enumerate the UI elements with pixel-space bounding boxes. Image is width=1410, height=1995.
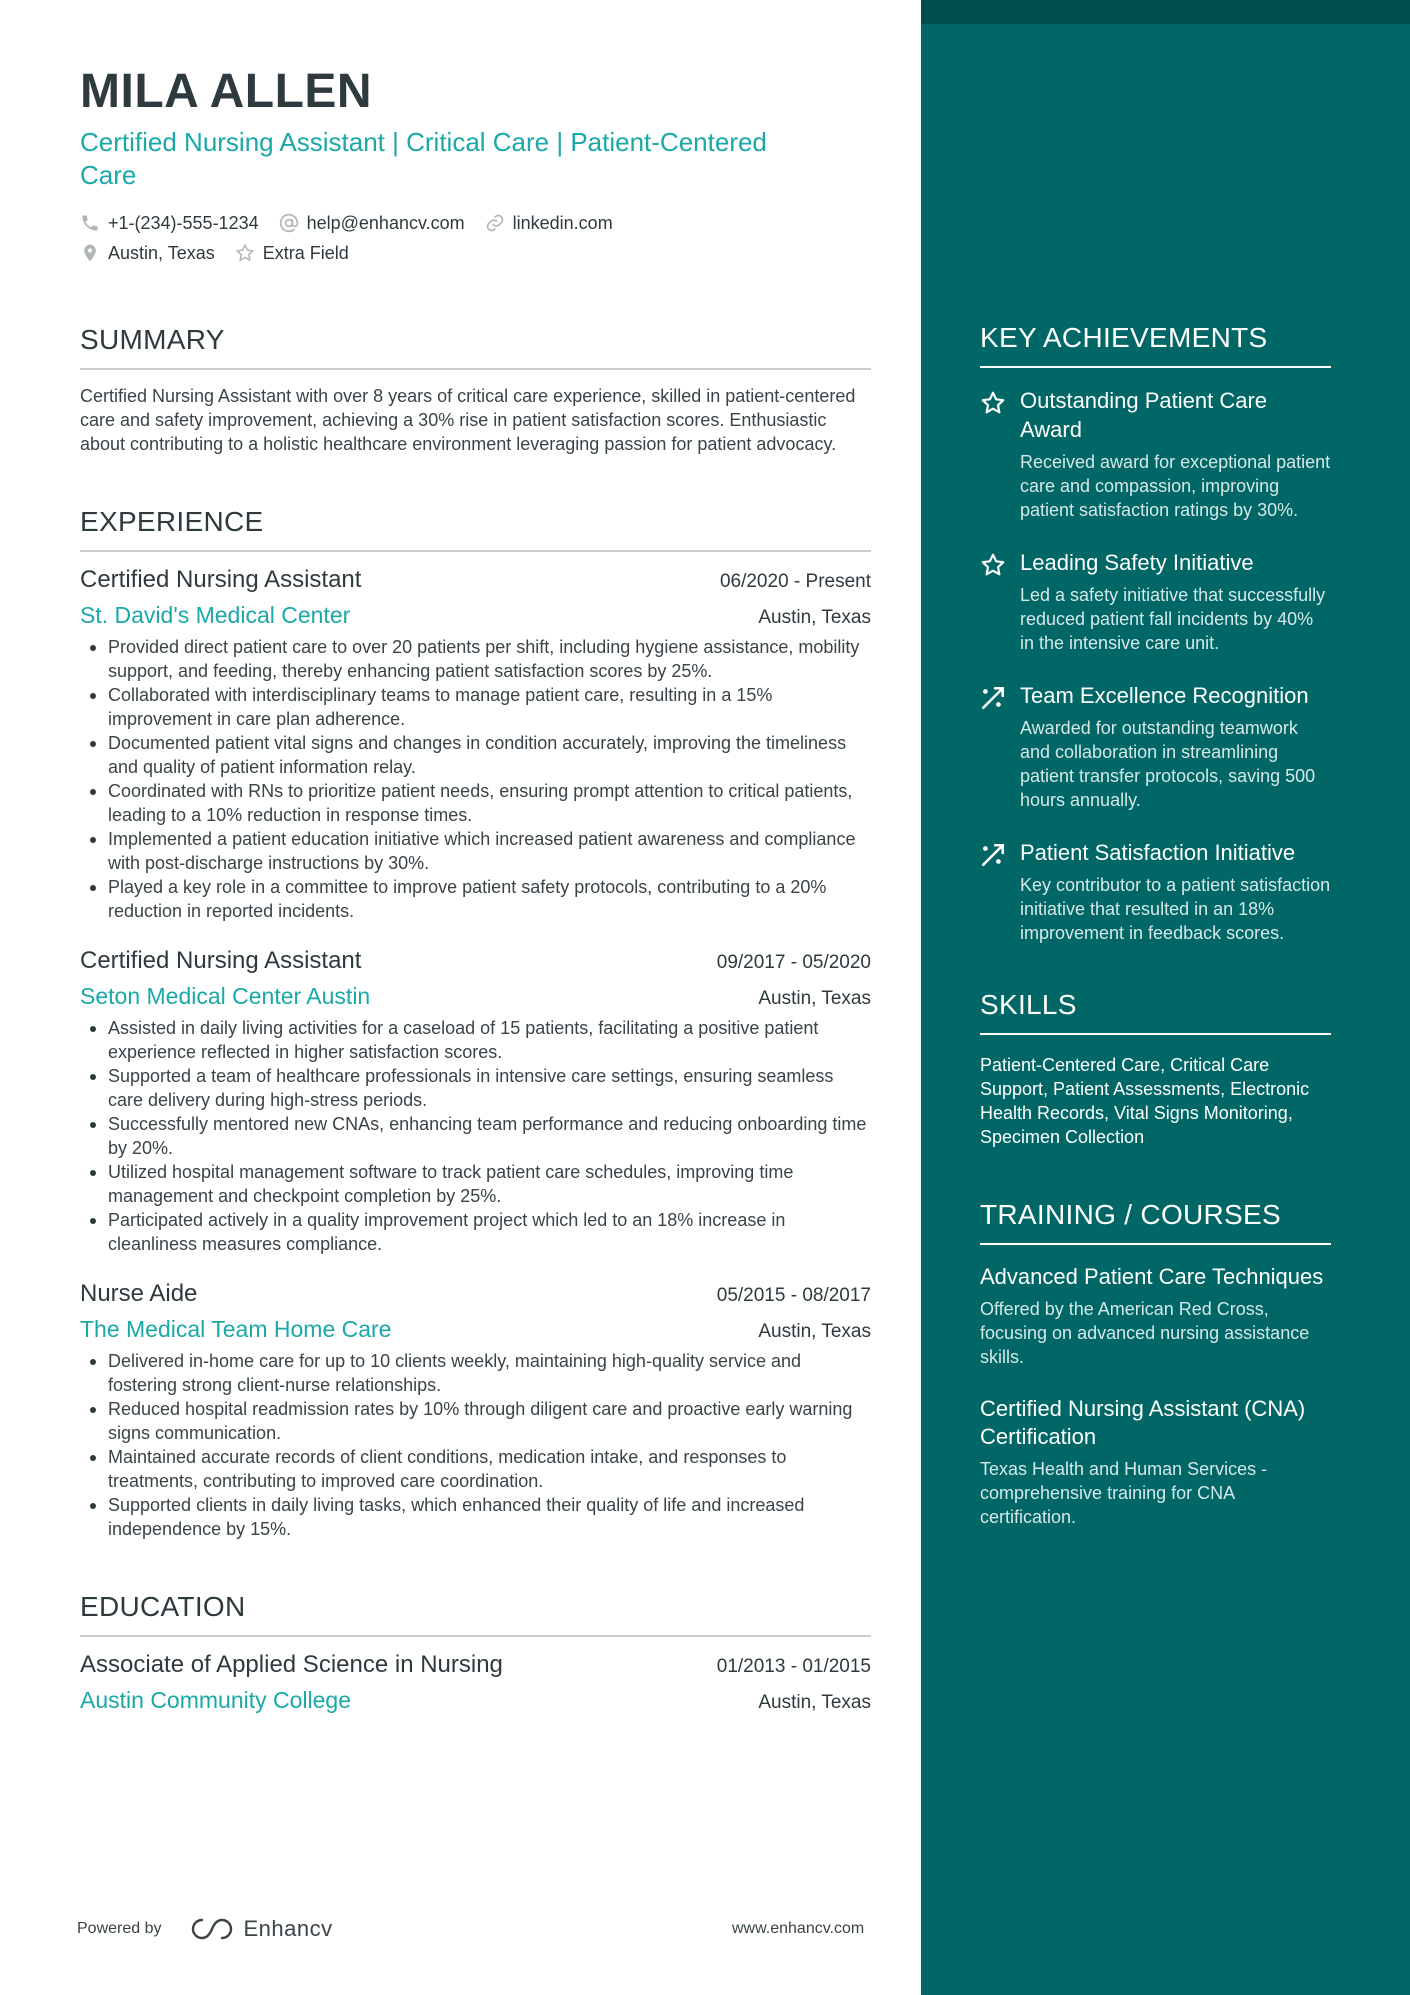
achievement-description: Received award for exceptional patient care and compassion, improving patient satisfaction ratings by 30%. xyxy=(1020,452,1331,520)
key-achievements-heading: KEY ACHIEVEMENTS xyxy=(980,322,1331,368)
achievement-title: Team Excellence Recognition xyxy=(1020,683,1309,708)
job-title: Certified Nursing Assistant xyxy=(80,566,362,593)
sidebar-content xyxy=(980,322,1331,1569)
job-date: 05/2015 - 08/2017 xyxy=(716,1285,871,1306)
extra-field-contact xyxy=(235,243,349,264)
job-bullet: Provided direct patient care to over 20 patients per shift, including hygiene assistance, mobility support, and feeding, thereby enhancing patient satisfaction scores by 25%. xyxy=(80,635,871,683)
job-bullet: Maintained accurate records of client conditions, medication intake, and responses to treatments, contributing to improved care coordination. xyxy=(80,1445,871,1493)
job-location: Austin, Texas xyxy=(758,1321,871,1342)
job-location: Austin, Texas xyxy=(758,607,871,628)
job-title: Certified Nursing Assistant xyxy=(80,947,362,974)
achievement-description: Awarded for outstanding teamwork and collaboration in streamlining patient transfer protocols, saving 500 hours annually. xyxy=(1020,718,1316,810)
job-bullets xyxy=(80,1349,871,1541)
job-header xyxy=(80,947,871,975)
star-icon xyxy=(980,390,1006,416)
job-bullet: Coordinated with RNs to prioritize patient needs, ensuring prompt attention to critical patients, leading to a 10% reduction in response times. xyxy=(80,779,871,827)
skills-heading: SKILLS xyxy=(980,989,1331,1035)
star-icon xyxy=(980,552,1006,578)
job-date: 06/2020 - Present xyxy=(719,571,871,592)
job-company: Seton Medical Center Austin xyxy=(80,983,371,1009)
experience-heading: EXPERIENCE xyxy=(80,506,871,552)
location-pin-icon xyxy=(80,243,100,263)
contact-row xyxy=(80,238,871,268)
job-bullet: Supported a team of healthcare professionals in intensive care settings, ensuring seamless care delivery during high-stress periods. xyxy=(80,1064,871,1112)
job-header xyxy=(80,1280,871,1308)
education-location: Austin, Texas xyxy=(758,1692,871,1713)
summary-heading: SUMMARY xyxy=(80,324,871,370)
job-company: St. David's Medical Center xyxy=(80,602,351,628)
job-entry xyxy=(80,947,871,1256)
main-column xyxy=(80,62,871,1714)
achievement-item xyxy=(980,681,1331,812)
phone-contact[interactable] xyxy=(80,213,259,234)
location-text: Austin, Texas xyxy=(108,242,215,263)
summary-section xyxy=(80,324,871,456)
contact-row xyxy=(80,208,871,238)
training-heading: TRAINING / COURSES xyxy=(980,1199,1331,1245)
education-date: 01/2013 - 01/2015 xyxy=(716,1656,871,1677)
job-bullet: Played a key role in a committee to improve patient safety protocols, contributing to a 20% reduction in reported incidents. xyxy=(80,875,871,923)
growth-icon xyxy=(980,685,1006,711)
achievement-title: Patient Satisfaction Initiative xyxy=(1020,840,1296,865)
job-location: Austin, Texas xyxy=(758,988,871,1009)
enhancv-logo-icon xyxy=(188,1916,236,1942)
candidate-headline: Certified Nursing Assistant | Critical Care | Patient-Centered Care xyxy=(80,127,767,190)
job-subheader xyxy=(80,1316,871,1343)
link-icon xyxy=(485,213,505,233)
education-heading: EDUCATION xyxy=(80,1591,871,1637)
achievement-item xyxy=(980,838,1331,945)
course-title: Certified Nursing Assistant (CNA) Certification xyxy=(980,1396,1306,1449)
footer-branding xyxy=(77,1916,333,1942)
experience-section xyxy=(80,506,871,1541)
achievement-title: Outstanding Patient Care Award xyxy=(1020,388,1268,442)
job-bullet: Reduced hospital readmission rates by 10% through diligent care and proactive early warning signs communication. xyxy=(80,1397,871,1445)
star-outline-icon xyxy=(235,243,255,263)
job-bullets xyxy=(80,1016,871,1256)
key-achievements-section xyxy=(980,322,1331,945)
achievement-description: Led a safety initiative that successfully reduced patient fall incidents by 40% in the intensive care unit. xyxy=(1020,585,1326,653)
job-bullet: Assisted in daily living activities for a caseload of 15 patients, facilitating a positive patient experience reflected in higher satisfaction scores. xyxy=(80,1016,871,1064)
job-bullet: Documented patient vital signs and changes in condition accurately, improving the timeliness and quality of patient information relay. xyxy=(80,731,871,779)
contact-info xyxy=(80,208,871,268)
achievement-item xyxy=(980,386,1331,522)
job-title: Nurse Aide xyxy=(80,1280,198,1307)
course-title: Advanced Patient Care Techniques xyxy=(980,1264,1324,1289)
job-bullet: Collaborated with interdisciplinary teams to manage patient care, resulting in a 15% improvement in care plan adherence. xyxy=(80,683,871,731)
degree-title: Associate of Applied Science in Nursing xyxy=(80,1651,503,1678)
job-header xyxy=(80,566,871,594)
link-contact[interactable] xyxy=(485,213,613,234)
phone-text: +1-(234)-555-1234 xyxy=(108,212,259,233)
growth-icon xyxy=(980,842,1006,868)
training-section xyxy=(980,1199,1331,1529)
brand-name[interactable]: Enhancv xyxy=(243,1916,333,1941)
job-subheader xyxy=(80,602,871,629)
job-entry xyxy=(80,566,871,923)
summary-text: Certified Nursing Assistant with over 8 years of critical care experience, skilled in patient-centered care and safety improvement, achieving a 30% rise in patient satisfaction scores. Enthusiastic about contributing to a holistic healthcare environment leveraging passion for patient advocacy. xyxy=(80,386,856,454)
achievement-title: Leading Safety Initiative xyxy=(1020,550,1254,575)
course-description: Offered by the American Red Cross, focusing on advanced nursing assistance skills. xyxy=(980,1299,1310,1367)
sidebar xyxy=(921,0,1410,1995)
job-subheader xyxy=(80,983,871,1010)
job-company: The Medical Team Home Care xyxy=(80,1316,392,1342)
email-contact[interactable] xyxy=(279,213,465,234)
job-bullet: Implemented a patient education initiative which increased patient awareness and compliance with post-discharge instructions by 30%. xyxy=(80,827,871,875)
course-description: Texas Health and Human Services - comprehensive training for CNA certification. xyxy=(980,1459,1268,1527)
job-bullet: Supported clients in daily living tasks, which enhanced their quality of life and increased independence by 15%. xyxy=(80,1493,871,1541)
link-text: linkedin.com xyxy=(512,212,613,233)
job-bullet: Delivered in-home care for up to 10 clients weekly, maintaining high-quality service and fostering strong client-nurse relationships. xyxy=(80,1349,871,1397)
education-entry xyxy=(80,1651,871,1714)
school-name: Austin Community College xyxy=(80,1687,352,1713)
achievement-description: Key contributor to a patient satisfaction initiative that resulted in an 18% improvement in feedback scores. xyxy=(1020,875,1331,943)
education-section xyxy=(80,1591,871,1714)
course-item xyxy=(980,1395,1331,1529)
education-header xyxy=(80,1651,871,1679)
location-contact xyxy=(80,243,215,264)
job-bullet: Successfully mentored new CNAs, enhancing team performance and reducing onboarding time by 20%. xyxy=(80,1112,871,1160)
phone-icon xyxy=(80,213,100,233)
powered-by-text: Powered by xyxy=(77,1920,162,1937)
candidate-name: MILA ALLEN xyxy=(80,65,373,118)
job-bullet: Utilized hospital management software to track patient care schedules, improving time management and checkpoint completion by 25%. xyxy=(80,1160,871,1208)
skills-section xyxy=(980,989,1331,1149)
job-bullet: Participated actively in a quality improvement project which led to an 18% increase in cleanliness measures compliance. xyxy=(80,1208,871,1256)
extra-field-text: Extra Field xyxy=(262,242,349,263)
skills-list: Patient-Centered Care, Critical Care Support, Patient Assessments, Electronic Health Records, Vital Signs Monitoring, Specimen Collection xyxy=(980,1055,1310,1147)
achievement-item xyxy=(980,548,1331,655)
job-bullets xyxy=(80,635,871,923)
job-entry xyxy=(80,1280,871,1541)
sidebar-top-band xyxy=(921,0,1410,24)
at-icon xyxy=(279,213,299,233)
course-item xyxy=(980,1263,1331,1369)
footer-website-link[interactable]: www.enhancv.com xyxy=(732,1920,865,1937)
education-subheader xyxy=(80,1687,871,1714)
job-date: 09/2017 - 05/2020 xyxy=(716,952,871,973)
email-text: help@enhancv.com xyxy=(306,212,465,233)
